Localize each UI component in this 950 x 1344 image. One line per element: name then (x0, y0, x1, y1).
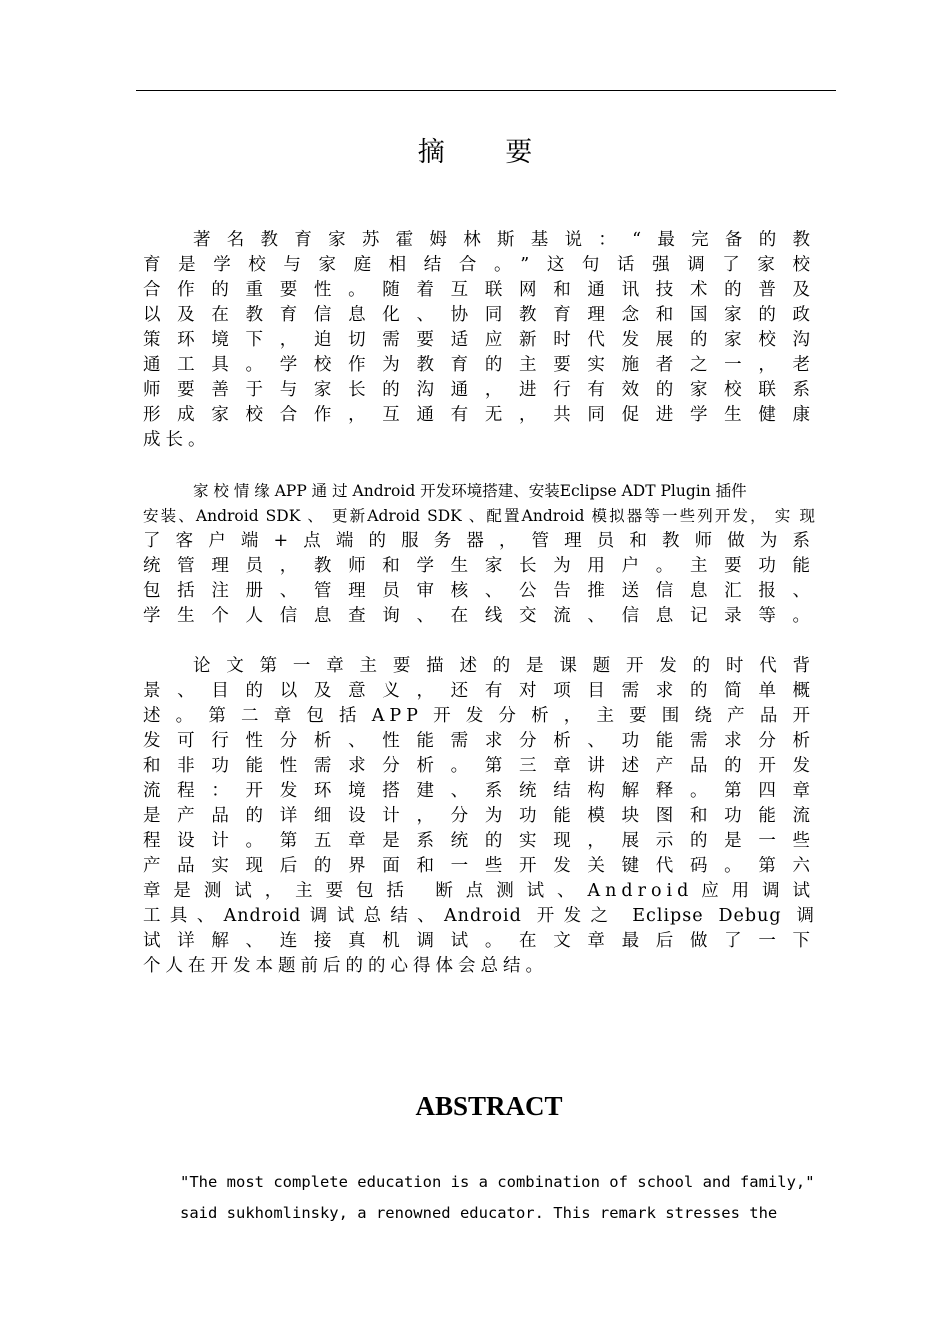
text-line: 程设计。第五章是系统的实现，展示的是一些 (143, 831, 815, 851)
text-line: 成长。 (143, 430, 211, 450)
text-line: said sukhomlinsky, a renowned educator. This remark stresses the (180, 1204, 778, 1222)
text-line: 工具、Android调试总结、Android 开发之 Eclipse Debug 调 (143, 906, 815, 926)
abstract-cn-title: 摘 要 (417, 137, 559, 168)
text-line: 形成家校合作，互通有无，共同促进学生健康 (143, 405, 815, 425)
abstract-en-title: ABSTRACT (415, 1091, 563, 1121)
text-line: 试详解、连接真机调试。在文章最后做了一下 (143, 931, 815, 951)
text-line: 统管理员，教师和学生家长为用户。主要功能 (143, 556, 815, 576)
text-line: 个人在开发本题前后的的心得体会总结。 (143, 956, 548, 976)
text-line: 学生个人信息查询、在线交流、信息记录等。 (143, 606, 815, 626)
text-line: 论文第一章主要描述的是课题开发的时代背 (193, 656, 815, 676)
text-line: 合作的重要性。随着互联网和通讯技术的普及 (143, 280, 815, 300)
text-line: 发可行性分析、性能需求分析、功能需求分析 (143, 731, 815, 751)
abstract-cn-paragraph-3 (143, 654, 815, 979)
text-line: 育是学校与家庭相结合。”这句话强调了家校 (143, 255, 815, 275)
text-line: 了客户端+点端的服务器，管理员和教师做为系 (143, 531, 815, 551)
text-line: 策环境下，迫切需要适应新时代发展的家校沟 (143, 330, 815, 350)
text-line: 师要善于与家长的沟通，进行有效的家校联系 (143, 380, 815, 400)
text-line: "The most complete education is a combination of school and family," (180, 1173, 815, 1191)
text-line: 以及在教育信息化、协同教育理念和国家的政 (143, 305, 815, 325)
text-line: 述。第二章包括APP开发分析，主要围绕产品开 (143, 706, 815, 726)
text-line: 著名教育家苏霍姆林斯基说：“最完备的教 (193, 230, 815, 250)
text-line: 景、目的以及意义，还有对项目需求的简单概 (143, 681, 815, 701)
header-rule (136, 90, 836, 91)
text-line: 是产品的详细设计，分为功能模块图和功能流 (143, 806, 815, 826)
text-line: 章是测试，主要包括 断点测试、Android应用调试 (143, 881, 815, 901)
abstract-en-paragraph (180, 1167, 830, 1229)
text-line: 安装、Android SDK 、 更新Adroid SDK 、配置Android 模拟器等一些列开发， 实 现 (143, 507, 815, 525)
text-line: 家 校 情 缘 APP 通 过 Android 开发环境搭建、安装Eclipse ADT Plugin 插件 (193, 482, 747, 500)
abstract-cn-paragraph-2 (143, 479, 815, 629)
text-line: 和非功能性需求分析。第三章讲述产品的开发 (143, 756, 815, 776)
text-line: 包括注册、管理员审核、公告推送信息汇报、 (143, 581, 815, 601)
text-line: 通工具。学校作为教育的主要实施者之一，老 (143, 355, 815, 375)
text-line: 产品实现后的界面和一些开发关键代码。第六 (143, 856, 815, 876)
abstract-cn-paragraph-1 (143, 228, 815, 453)
text-line: 流程：开发环境搭建、系统结构解释。第四章 (143, 781, 815, 801)
